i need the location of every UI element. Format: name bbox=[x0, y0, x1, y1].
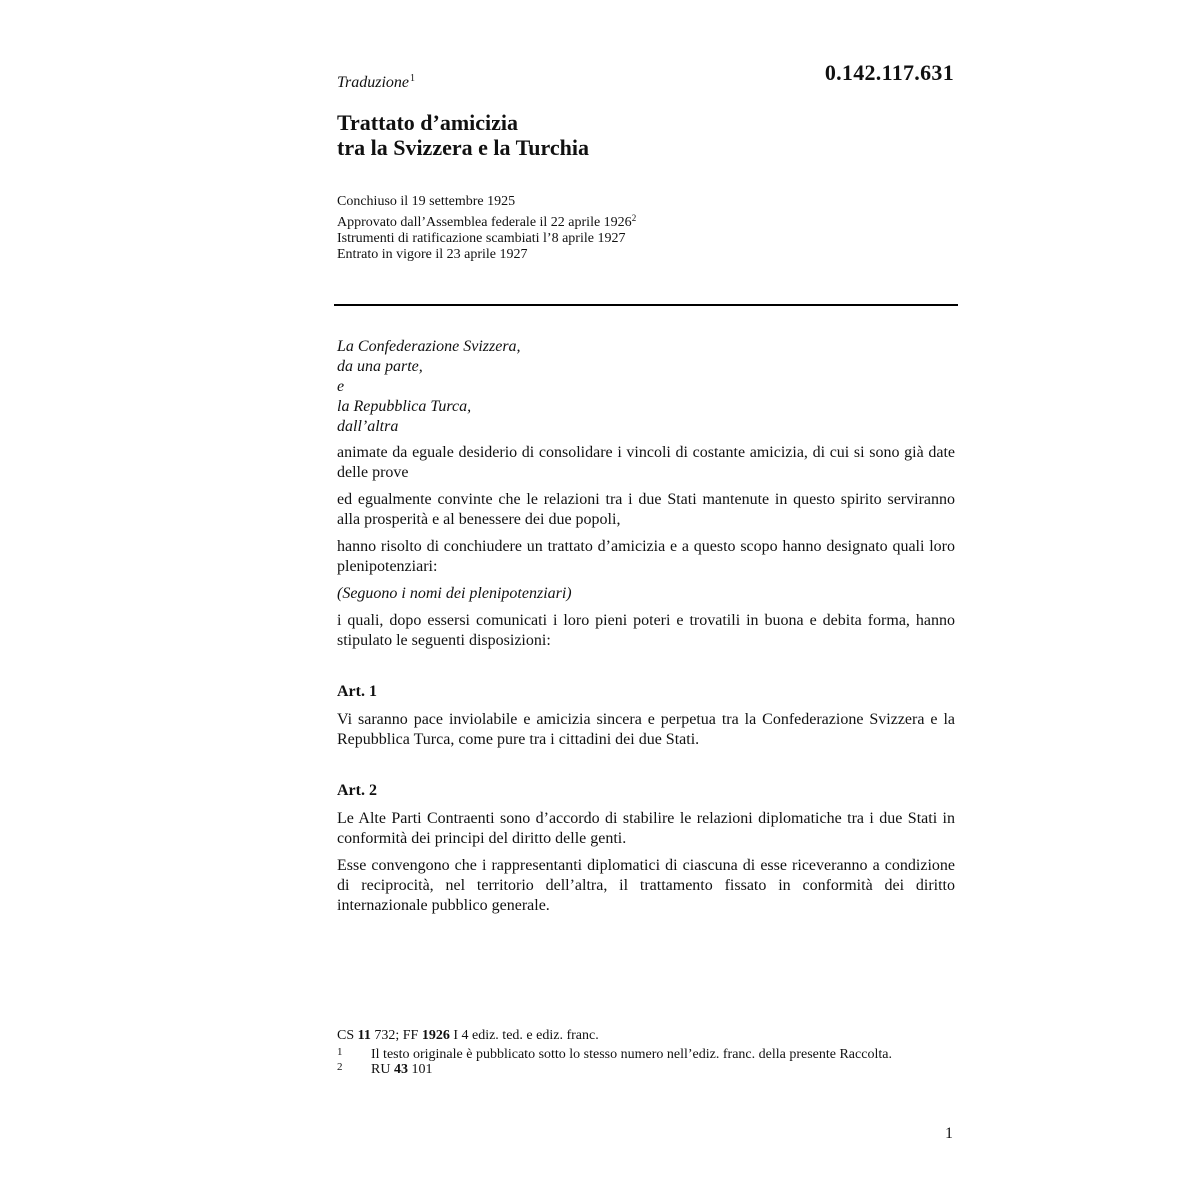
footnote-text bbox=[371, 1062, 957, 1077]
citation-volume: 11 bbox=[357, 1028, 371, 1043]
footnote-text: Il testo originale è pubblicato sotto lo stesso numero nell’ediz. franc. della presente Raccolta. bbox=[371, 1047, 892, 1062]
ratification-date: Istrumenti di ratificazione scambiati l’8 aprile 1927 bbox=[337, 231, 626, 246]
concluded-date: Conchiuso il 19 settembre 1925 bbox=[337, 194, 516, 209]
page-number: 1 bbox=[945, 1125, 953, 1142]
article-2-heading: Art. 2 bbox=[337, 782, 377, 799]
translation-label-text: Traduzione bbox=[337, 74, 410, 91]
party-line: la Repubblica Turca, bbox=[337, 398, 472, 415]
party-line: e bbox=[337, 378, 345, 395]
preamble-paragraph: ed egualmente convinte che le relazioni tra i due Stati mantenute in questo spirito serviranno alla prosperità e al benessere dei due popoli, bbox=[337, 491, 955, 528]
source-citation bbox=[337, 1028, 957, 1043]
citation-suffix: I 4 ediz. ted. e ediz. franc. bbox=[449, 1028, 599, 1043]
footnote-ref-2[interactable]: 2 bbox=[631, 213, 637, 223]
document-page bbox=[337, 0, 957, 1200]
footnotes bbox=[337, 1028, 957, 1077]
document-title bbox=[337, 110, 589, 160]
approval-date-text: Approvato dall’Assemblea federale il 22 aprile 1926 bbox=[337, 215, 632, 230]
entry-into-force-date: Entrato in vigore il 23 aprile 1927 bbox=[337, 247, 528, 262]
footnote-text-prefix: RU bbox=[371, 1062, 394, 1077]
article-2-paragraph: Le Alte Parti Contraenti sono d’accordo di stabilire le relazioni diplomatiche tra i due Stati in conformità dei principi del diritto delle genti. bbox=[337, 810, 955, 847]
footnote-text-suffix: 101 bbox=[407, 1062, 433, 1077]
citation-prefix: CS bbox=[337, 1028, 358, 1043]
footnote-mark: 2 bbox=[337, 1061, 343, 1073]
party-line: dall’altra bbox=[337, 418, 399, 435]
citation-middle: 732; FF bbox=[370, 1028, 422, 1043]
plenipotentiaries-note: (Seguono i nomi dei plenipotenziari) bbox=[337, 585, 572, 602]
article-1-heading: Art. 1 bbox=[337, 683, 377, 700]
treaty-metadata bbox=[337, 194, 636, 263]
footnote-2 bbox=[337, 1062, 957, 1077]
footnote-mark: 1 bbox=[337, 1046, 343, 1058]
header-divider bbox=[334, 304, 958, 306]
parties-block bbox=[337, 337, 955, 437]
title-line-2: tra la Svizzera e la Turchia bbox=[337, 135, 589, 160]
approval-date bbox=[337, 210, 636, 231]
preamble-paragraph: hanno risolto di conchiudere un trattato d’amicizia e a questo scopo hanno designato quali loro plenipotenziari: bbox=[337, 538, 955, 575]
preamble-paragraph: i quali, dopo essersi comunicati i loro pieni poteri e trovatili in buona e debita forma, hanno stipulato le seguenti disposizioni: bbox=[337, 612, 955, 649]
footnote-text-bold: 43 bbox=[393, 1062, 408, 1077]
article-2-paragraph: Esse convengono che i rappresentanti diplomatici di ciascuna di esse riceveranno a condizione di reciprocità, nel territorio dell’altra, il trattamento fissato in conformità dei diritto internazionale pubblico generale. bbox=[337, 857, 955, 914]
party-line: da una parte, bbox=[337, 358, 423, 375]
footnote-1 bbox=[337, 1047, 957, 1062]
translation-label bbox=[337, 73, 415, 92]
article-1-paragraph: Vi saranno pace inviolabile e amicizia sincera e perpetua tra la Confederazione Svizzera e la Repubblica Turca, come pure tra i cittadini dei due Stati. bbox=[337, 711, 955, 748]
party-line: La Confederazione Svizzera, bbox=[337, 338, 521, 355]
footnote-ref-1[interactable]: 1 bbox=[410, 73, 416, 84]
sr-number: 0.142.117.631 bbox=[824, 60, 954, 85]
citation-year: 1926 bbox=[421, 1028, 450, 1043]
treaty-body bbox=[337, 337, 955, 916]
preamble-paragraph: animate da eguale desiderio di consolidare i vincoli di costante amicizia, di cui si sono già date delle prove bbox=[337, 444, 955, 481]
title-line-1: Trattato d’amicizia bbox=[337, 110, 519, 135]
